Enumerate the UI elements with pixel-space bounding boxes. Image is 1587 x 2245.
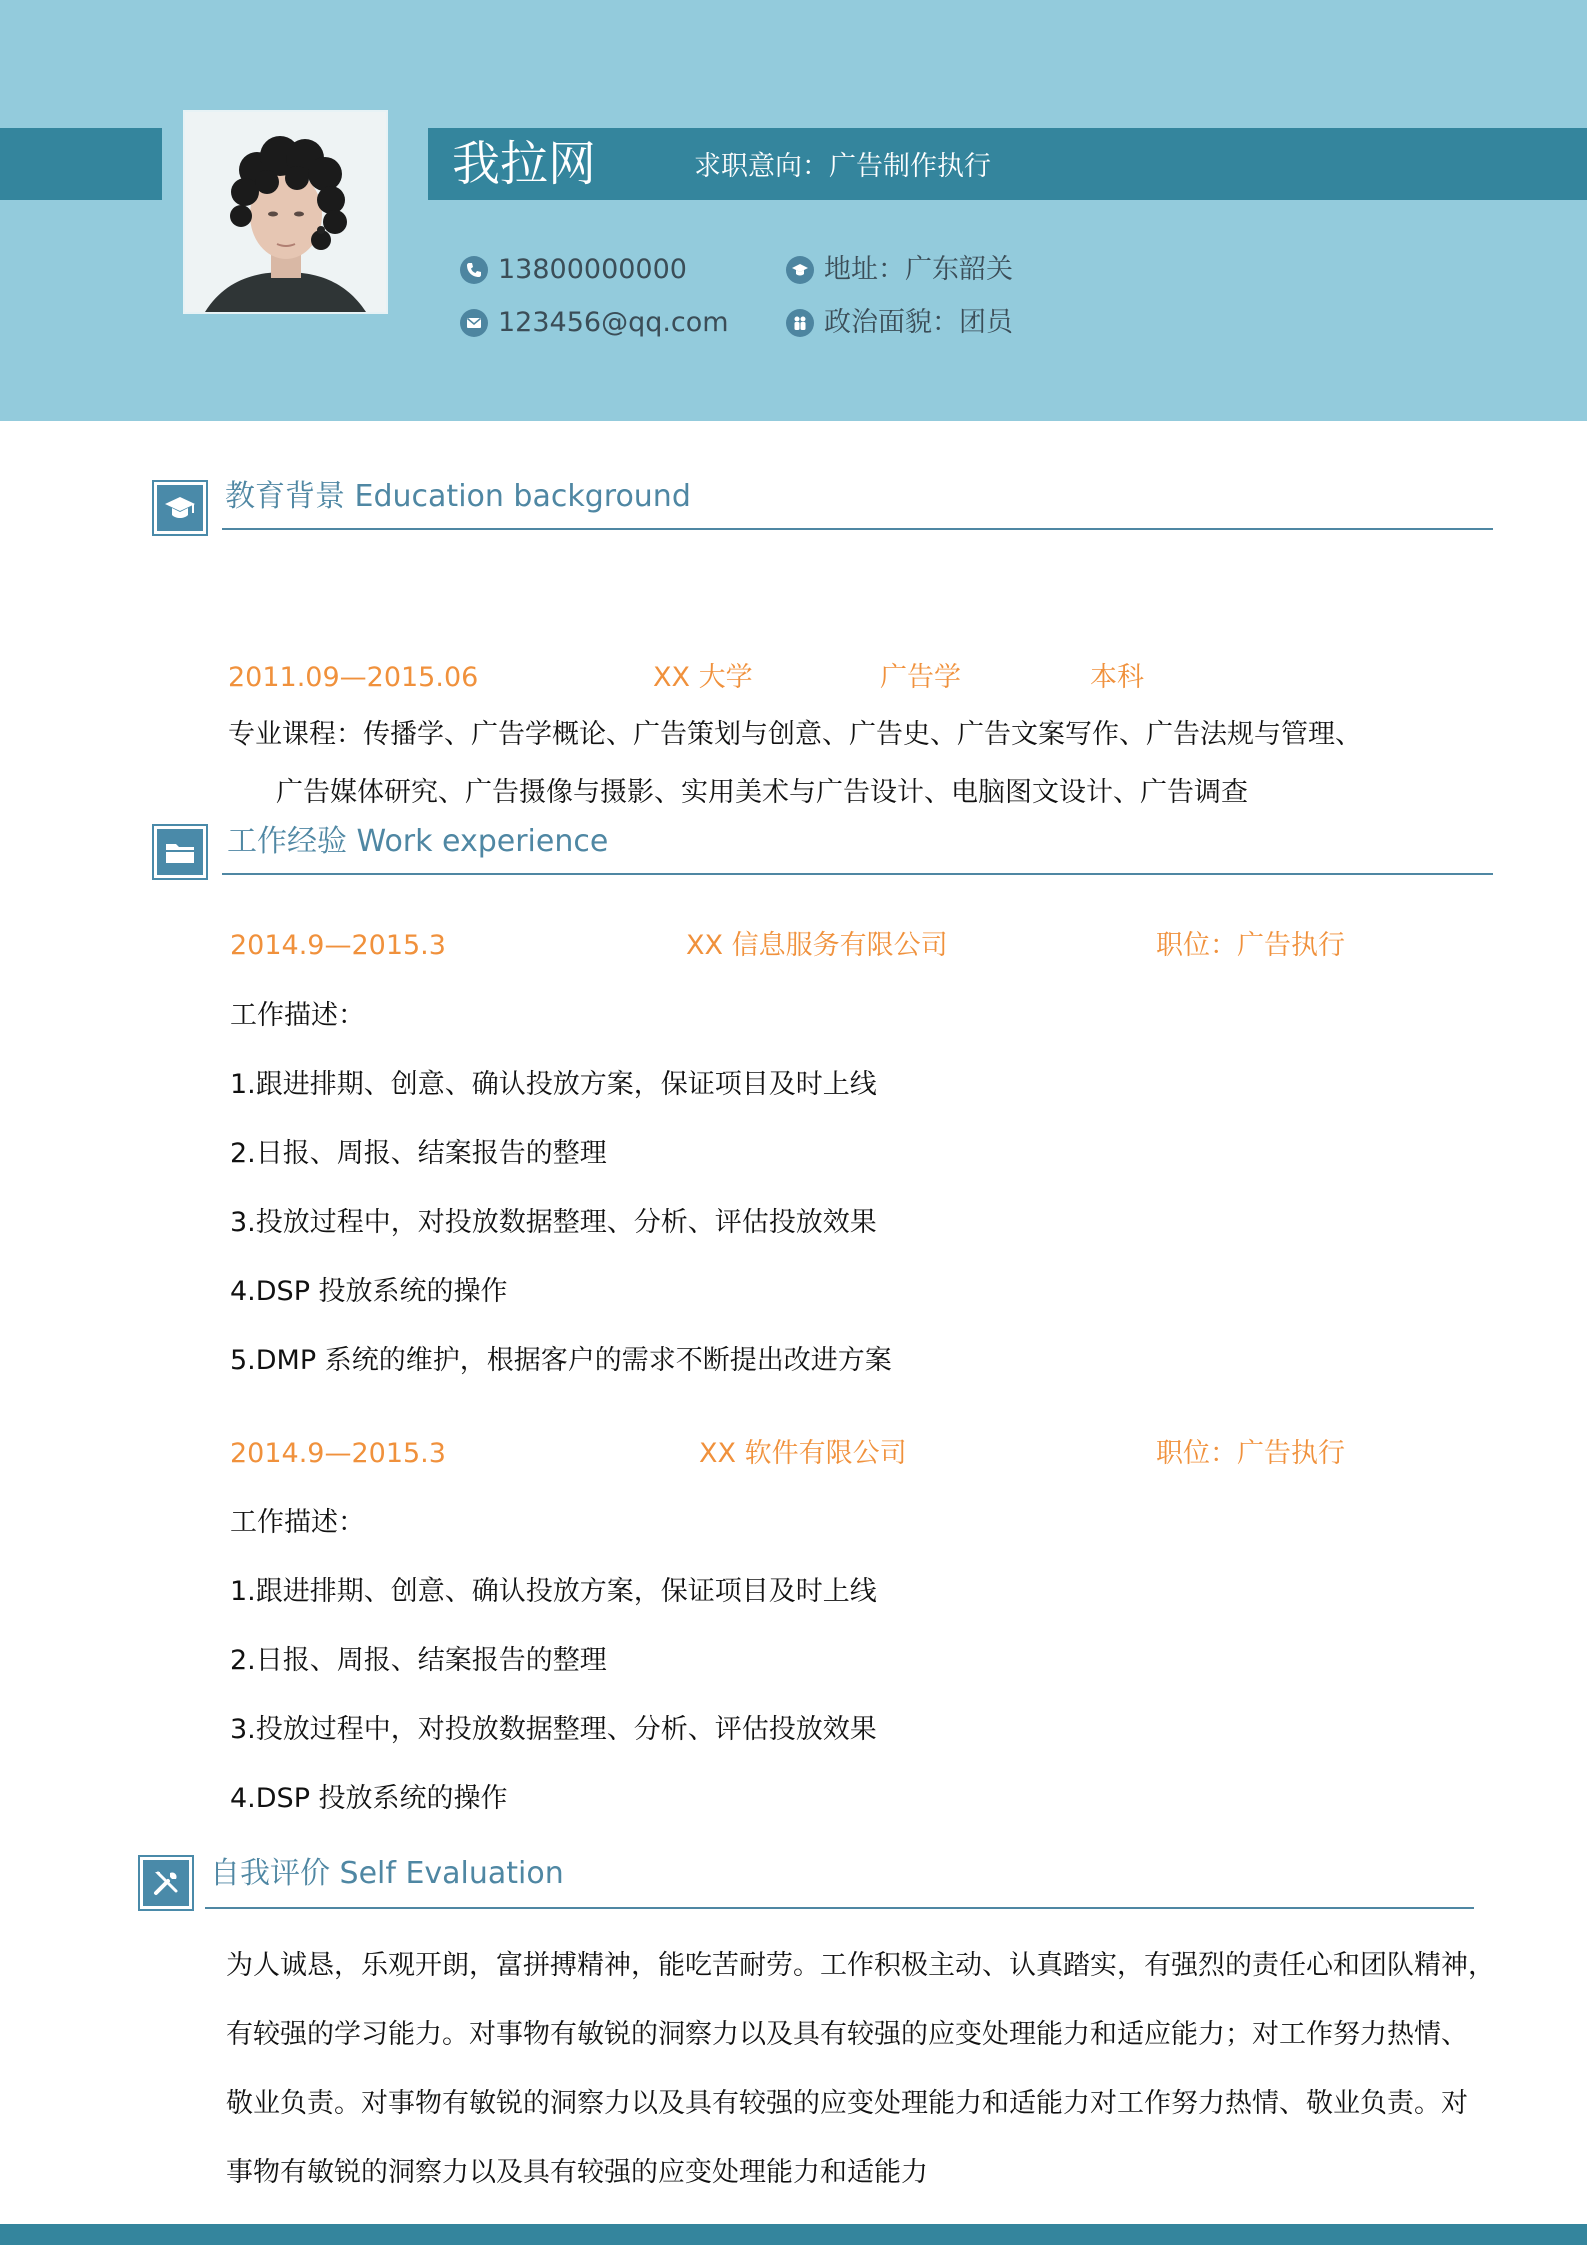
job-duty-item: 3.投放过程中，对投放数据整理、分析、评估投放效果 <box>230 1714 877 1745</box>
work-section-title: 工作经验 Work experience <box>227 824 609 859</box>
contact-email <box>460 306 729 340</box>
phone-value: 13800000000 <box>498 254 687 285</box>
people-icon <box>786 309 814 337</box>
job-duty-item: 5.DMP 系统的维护，根据客户的需求不断提出改进方案 <box>230 1345 892 1376</box>
job-duty-item: 2.日报、周报、结案报告的整理 <box>230 1645 607 1676</box>
job-objective: 求职意向：广告制作执行 <box>694 151 991 182</box>
job-duty-item: 1.跟进排期、创意、确认投放方案，保证项目及时上线 <box>230 1576 877 1607</box>
candidate-name: 我拉网 <box>452 136 597 192</box>
self-eval-section-title: 自我评价 Self Evaluation <box>210 1856 564 1891</box>
self-eval-text-line: 有较强的学习能力。对事物有敏锐的洞察力以及具有较强的应变处理能力和适应能力；对工作努力热情、 <box>226 2019 1468 2050</box>
profile-photo <box>183 110 388 314</box>
education-degree: 本科 <box>1090 662 1144 693</box>
self-eval-section-icon <box>138 1855 194 1911</box>
work-divider <box>222 873 1493 875</box>
political-value: 政治面貌：团员 <box>824 307 1013 338</box>
address-value: 地址：广东韶关 <box>824 254 1013 285</box>
job-desc-label: 工作描述： <box>230 1507 365 1538</box>
tools-icon <box>143 1860 189 1906</box>
job-company: XX 软件有限公司 <box>699 1438 907 1469</box>
self-eval-text-line: 为人诚恳，乐观开朗，富拼搏精神，能吃苦耐劳。工作积极主动、认真踏实，有强烈的责任心和团队精神， <box>226 1950 1495 1981</box>
job-duty-item: 1.跟进排期、创意、确认投放方案，保证项目及时上线 <box>230 1069 877 1100</box>
contact-political <box>786 306 1013 340</box>
job-duty-item: 3.投放过程中，对投放数据整理、分析、评估投放效果 <box>230 1207 877 1238</box>
education-section-title: 教育背景 Education background <box>225 479 691 514</box>
education-courses-line1: 专业课程：传播学、广告学概论、广告策划与创意、广告史、广告文案写作、广告法规与管理、 <box>228 719 1362 750</box>
job-company: XX 信息服务有限公司 <box>686 930 948 961</box>
education-divider <box>222 528 1493 530</box>
self-eval-text-line: 敬业负责。对事物有敏锐的洞察力以及具有较强的应变处理能力和适能力对工作努力热情、敬业负责。对 <box>226 2088 1468 2119</box>
contact-phone <box>460 253 687 287</box>
header-accent-bar <box>0 128 162 200</box>
self-eval-text-line: 事物有敏锐的洞察力以及具有较强的应变处理能力和适能力 <box>226 2157 928 2188</box>
folder-icon <box>157 829 203 875</box>
contact-address <box>786 253 1013 287</box>
job-duty-item: 2.日报、周报、结案报告的整理 <box>230 1138 607 1169</box>
graduation-cap-icon <box>786 256 814 284</box>
job-position: 职位：广告执行 <box>1156 1438 1345 1469</box>
job-position: 职位：广告执行 <box>1156 930 1345 961</box>
job-period: 2014.9—2015.3 <box>230 930 446 961</box>
education-major: 广告学 <box>880 662 961 693</box>
job-period: 2014.9—2015.3 <box>230 1438 446 1469</box>
name-title-bar <box>428 128 1587 200</box>
job-duty-item: 4.DSP 投放系统的操作 <box>230 1783 508 1814</box>
education-period: 2011.09—2015.06 <box>228 662 479 693</box>
footer-accent-bar <box>0 2224 1587 2245</box>
education-courses-line2: 广告媒体研究、广告摄像与摄影、实用美术与广告设计、电脑图文设计、广告调查 <box>276 777 1248 808</box>
email-value: 123456@qq.com <box>498 307 729 338</box>
graduation-cap-icon <box>157 485 203 531</box>
work-section-icon <box>152 824 208 880</box>
education-section-icon <box>152 480 208 536</box>
email-icon <box>460 309 488 337</box>
education-school: XX 大学 <box>653 662 753 693</box>
phone-icon <box>460 256 488 284</box>
job-desc-label: 工作描述： <box>230 1000 365 1031</box>
job-duty-item: 4.DSP 投放系统的操作 <box>230 1276 508 1307</box>
self-eval-divider <box>205 1907 1474 1909</box>
